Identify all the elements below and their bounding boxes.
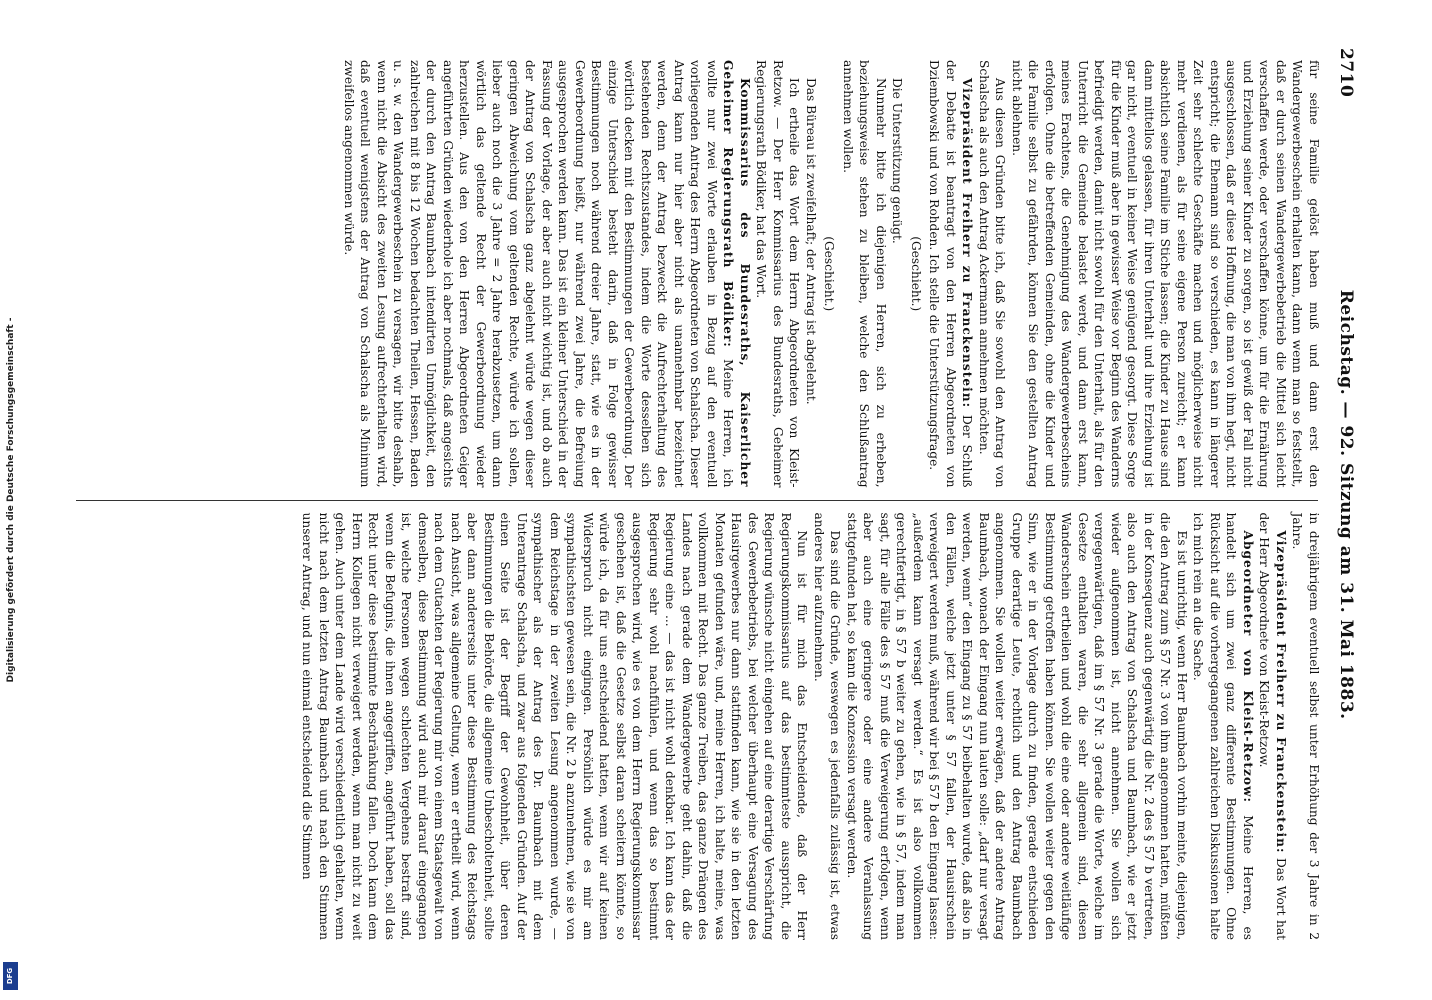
speech-text: Das Wort hat der Herr Abgeordnete von Kleist-Retzow. (1257, 512, 1288, 941)
paragraph: Das sind die Gründe, weswegen es jedenfalls zulässig ist, etwas anderes hier aufzunehmen. (812, 512, 843, 940)
paragraph: Das Büreau ist zweifelhaft; der Antrag ist abgelehnt. (804, 78, 818, 405)
paragraph: für seine Familie gelöst haben muß und dann erst den Wandergewerbeschein erhalten kann, dann wenn man so feststellt, daß er durch seinen Wandergewerbebetrieb die Mittel sich leicht verschaffen werde, oder verschaffen könne, um für die Ernährung und Erziehung seiner Kinder zu sorgen, so ist gewiß der Fall nicht ausgeschlossen, daß er diese Hoffnung, die man von ihm hegt, nicht entspricht; die Ehemann sind so verschieden, es kann in längerer Zeit sehr schlechte Geschäfte machen und möglicherweise nicht mehr verdienen, als für seine eigene Person zureicht; er kann absichtlich seine Familie im Stiche lassen; die Kinder zu Hause sind dann mittellos gelassen, für ihren Unterhalt und ihre Erziehung ist gar nicht, eventuell in keiner Weise genügend gesorgt. Diese Sorge für die Kinder muß aber in gewisser Weise vor Beginn des Wanderns befriedigt werden, damit nicht sowohl für den Unterhalt, als für den Unterricht die Gemeinde belastet werde, und dann erst kann, meines Erachtens, die Genehmigung des Wandergewerbescheins erfolgen. Ohne die betreffenden Gemeinden, ohne die Kinder und die Familie selbst zu gefährden, können Sie den gestellten Antrag nicht ablehnen. (1010, 60, 1321, 488)
speaker: Kommissarius des Bundesraths, Kaiserlicher Geheimer Regierungsrath Bödiker: (721, 60, 752, 488)
paragraph (1190, 513, 1256, 941)
right-column (72, 501, 1322, 953)
credit-text: Digitalisierung gefördert durch die Deutsche Forschungsgemeinschaft - (6, 317, 16, 683)
paragraph: in dreijährigem eventuell selbst unter Erhöhung der 3 Jahre in 2 Jahre. (1290, 512, 1321, 940)
speech-text: Der Schluß der Debatte ist beantragt von den Herren Abgeordneten von Dziembowski und von Rohden. Ich stelle die Unterstützungsfrage. (927, 60, 975, 488)
paragraph: Ich ertheile das Wort dem Herrn Abgeordneten von Kleist-Retzow. — Der Herr Kommissarius des Bundesraths, Geheimer Regierungsrath Bödiker, hat das Wort. (754, 60, 802, 488)
digitization-credit (0, 0, 22, 1000)
paragraph (1256, 513, 1289, 941)
page-number: 2710 (1336, 48, 1356, 98)
paragraph (926, 60, 976, 488)
left-column (72, 48, 1322, 500)
speaker: Abgeordneter von Kleist-Retzow: (1241, 530, 1255, 804)
running-title: Reichstag. — 92. Sitzung am 31. Mai 1883. (1336, 289, 1356, 720)
paragraph: Die Unterstützung genügt. (890, 78, 905, 244)
speech-text: Meine Herren, es handelt sich um zwei ganz differente Bestimmungen. Ohne Rücksicht auf die vorhergegangenen zahlreichen Diskussionen halte ich mich rein an die Sache. (1191, 512, 1255, 941)
text-columns (72, 48, 1322, 952)
dfg-logo-text: DFG (6, 967, 15, 985)
paragraph: Nunmehr bitte ich diejenigen Herren, sich zu erheben, beziehungsweise stehen zu bleiben, welche den Schlußantrag annehmen wollen. (841, 60, 888, 488)
speaker: Vizepräsident Freiherr zu Franckenstein: (960, 78, 975, 409)
paragraph: Es ist unrichtig, wenn Herr Baumbach vorhin meinte, diejenigen, die den Antrag zum § 57 Nr. 3 von ihm angenommen hatten, müßten in der Konsequenz auch gegenwärtig die Nr. 2 des § 57 b vertreten, also auch den Antrag von Schalscha und Baumbach, wie er jetzt wieder aufgenommen ist, nicht annehmen. Sie wollen sich vergegenwärtigen, daß im § 57 Nr. 3 gerade die Worte, welche im Gesetze enthalten waren, die sehr allgemein sind, diesen Wanderschein ertheilen und wohl die eine oder andere weitläufige Bestimmung getroffen haben können. Sie wollen weiter gegen den Sinn, wie er in der Vorlage durch zu finden, gerade entschieden Gruppe derartige Leute, rechtlich und den Antrag Baumbach angenommen. Sie wollen weiter erwägen, daß der andere Antrag Baumbach, wonach der Eingang nun lauten solle: „darf nur versagt werden, wenn“ den Eingang zu § 57 beibehalten wurde, daß also in den Fällen, welche jetzt unter § 57 fallen, der Hausirschein verweigert werden muß, während wir bei § 57 b den Eingang lassen: „außerdem kann versagt werden.“ Es ist also vollkommen gerechtfertigt, in § 57 b weiter zu gehen, wie in § 57, indem man sagt, für alle Fälle des § 57 muß die Verweigerung erfolgen, wenn aber auch eine geringere oder eine andere Veranlassung stattgefunden hat, so kann die Konzession versagt werden. (845, 512, 1189, 940)
page-header (1328, 48, 1356, 952)
stage-direction: (Geschieht.) (822, 236, 837, 312)
paragraph: Aus diesen Gründen bitte ich, daß Sie sowohl den Antrag von Schalscha als auch den Antrag Ackermann annehmen möchten. (977, 60, 1008, 488)
stage-direction: (Geschieht.) (909, 236, 923, 312)
speaker: Vizepräsident Freiherr zu Franckenstein: (1274, 530, 1288, 854)
paragraph (341, 60, 754, 488)
scanned-page (46, 10, 1386, 990)
dfg-logo (3, 962, 18, 990)
paragraph: Nun ist für mich das Entscheidende, daß der Herr Regierungskommissarius auf das bestimmteste ausspricht, die Regierung wünsche nicht eingehen auf eine derartige Verschärfung des Gewerbebetriebs, bei welcher überhaupt eine Versagung des Hausirgewerbes nur dann stattfinden kann, wie sie in den letzten Monaten gefunden wäre, und, meine Herren, ich halte, meine, was vollkommen mit Recht. Das ganze Treiben, das ganze Drängen des Landes nach gerade dem Wandergewerbe geht dahin, daß die Regierung eine ... — das ist nicht wohl denkbar. Ich kann das der Regierung sehr wohl nachfühlen, und wenn das so bestimmt ausgesprochen wird, wie es von dem Herrn Regierungskommissar geschehen ist, daß die Gesetze selbst daran scheitern könnte, so würde ich, da für uns entscheidend hatten, wenn wir auf keinen Widerspruch nicht eingingen. Persönlich würde es mir am sympathischsten gewesen sein, die Nr. 2 b anzunehmen, wie sie von dem Reichstage in der zweiten Lesung angenommen wurde, — sympathischer als der Antrag des Dr. Baumbach mit dem Unterantrage Schalscha, und zwar aus folgenden Gründen. Auf der einen Seite ist der Begriff der Gewohnheit, über deren Bestimmungen die Behörde, die allgemeine Unbescholtenheit, sollte aber dann andererseits unter diese Bestimmung des Reichstags nach Ansicht, was allgemeine Geltung, wenn er ertheilt wird, wenn nach dem Gutachten der Regierung mir von einem Staatsgewalt von demselben, diese Bestimmung wird auch mir darauf eingegangen ist, welche Personen wegen schlechten Vergehens bestraft sind, wenn die Befugnis, die ihnen angegriffen, angeführt haben, soll das Recht unter diese bestimmte Beschränkung fallen. Doch kann dem Herrn Kollegen nicht verweigert werden, wenn man nicht zu weit gehen. Auch unter dem Lande wird verschiedentlich gehalten, wenn nicht nach dem letzten Antrag Baumbach und nach den Stimmen unserer Antrag, und nun einmal entscheidend die Stimmen (300, 512, 810, 940)
speech-text: Meine Herren, ich wollte nur zwei Worte erlauben in Bezug auf den eventuell vorliegenden Antrag des Herrn Abgeordneten von Schalscha. Dieser Antrag kann nur hier aber nicht als unannehmbar bezeichnet werden, denn der Antrag bezweckt die Aufrechterhaltung des bestehenden Rechtszustandes, indem die Worte desselben sich wörtlich decken mit den Bestimmungen der Gewerbeordnung. Der einzige Unterschied besteht darin, daß in Folge gewisser Bestimmungen noch während dreier Jahre, statt, wie es in der Gewerbeordnung heißt, nur während zwei Jahre, die Befreiung ausgesprochen werden kann. Das ist ein kleiner Unterschied in der Fassung der Vorlage, der aber auch nicht wichtig ist, und ob auch der Antrag von Schalscha ganz abgelehnt würde wegen dieser geringen Abweichung vom geltenden Rechte, würde ich sollen, lieber auch noch die 3 Jahre = 2 Jahre herabzusetzen, um dann wörtlich das geltende Recht der Gewerbeordnung wieder herzustellen. Aus den von den Herren Abgeordneten Geiger angeführten Gründen wiederhole ich aber nochmals, daß angesichts der durch den Antrag Baumbach intendirten Unmöglichkeit, den zahlreichen mit 8 bis 12 Wochen bedachten Theilen, Hessen, Baden u. s. w. den Wandergewerbeschein zu versagen, wir bitte deshalb, wenn nicht die Absicht des zweiten Lesung aufrechterhalten wird, daß eventuell wenigstens der Antrag von Schalscha als Minimum zweifellos angenommen würde. (342, 60, 736, 488)
